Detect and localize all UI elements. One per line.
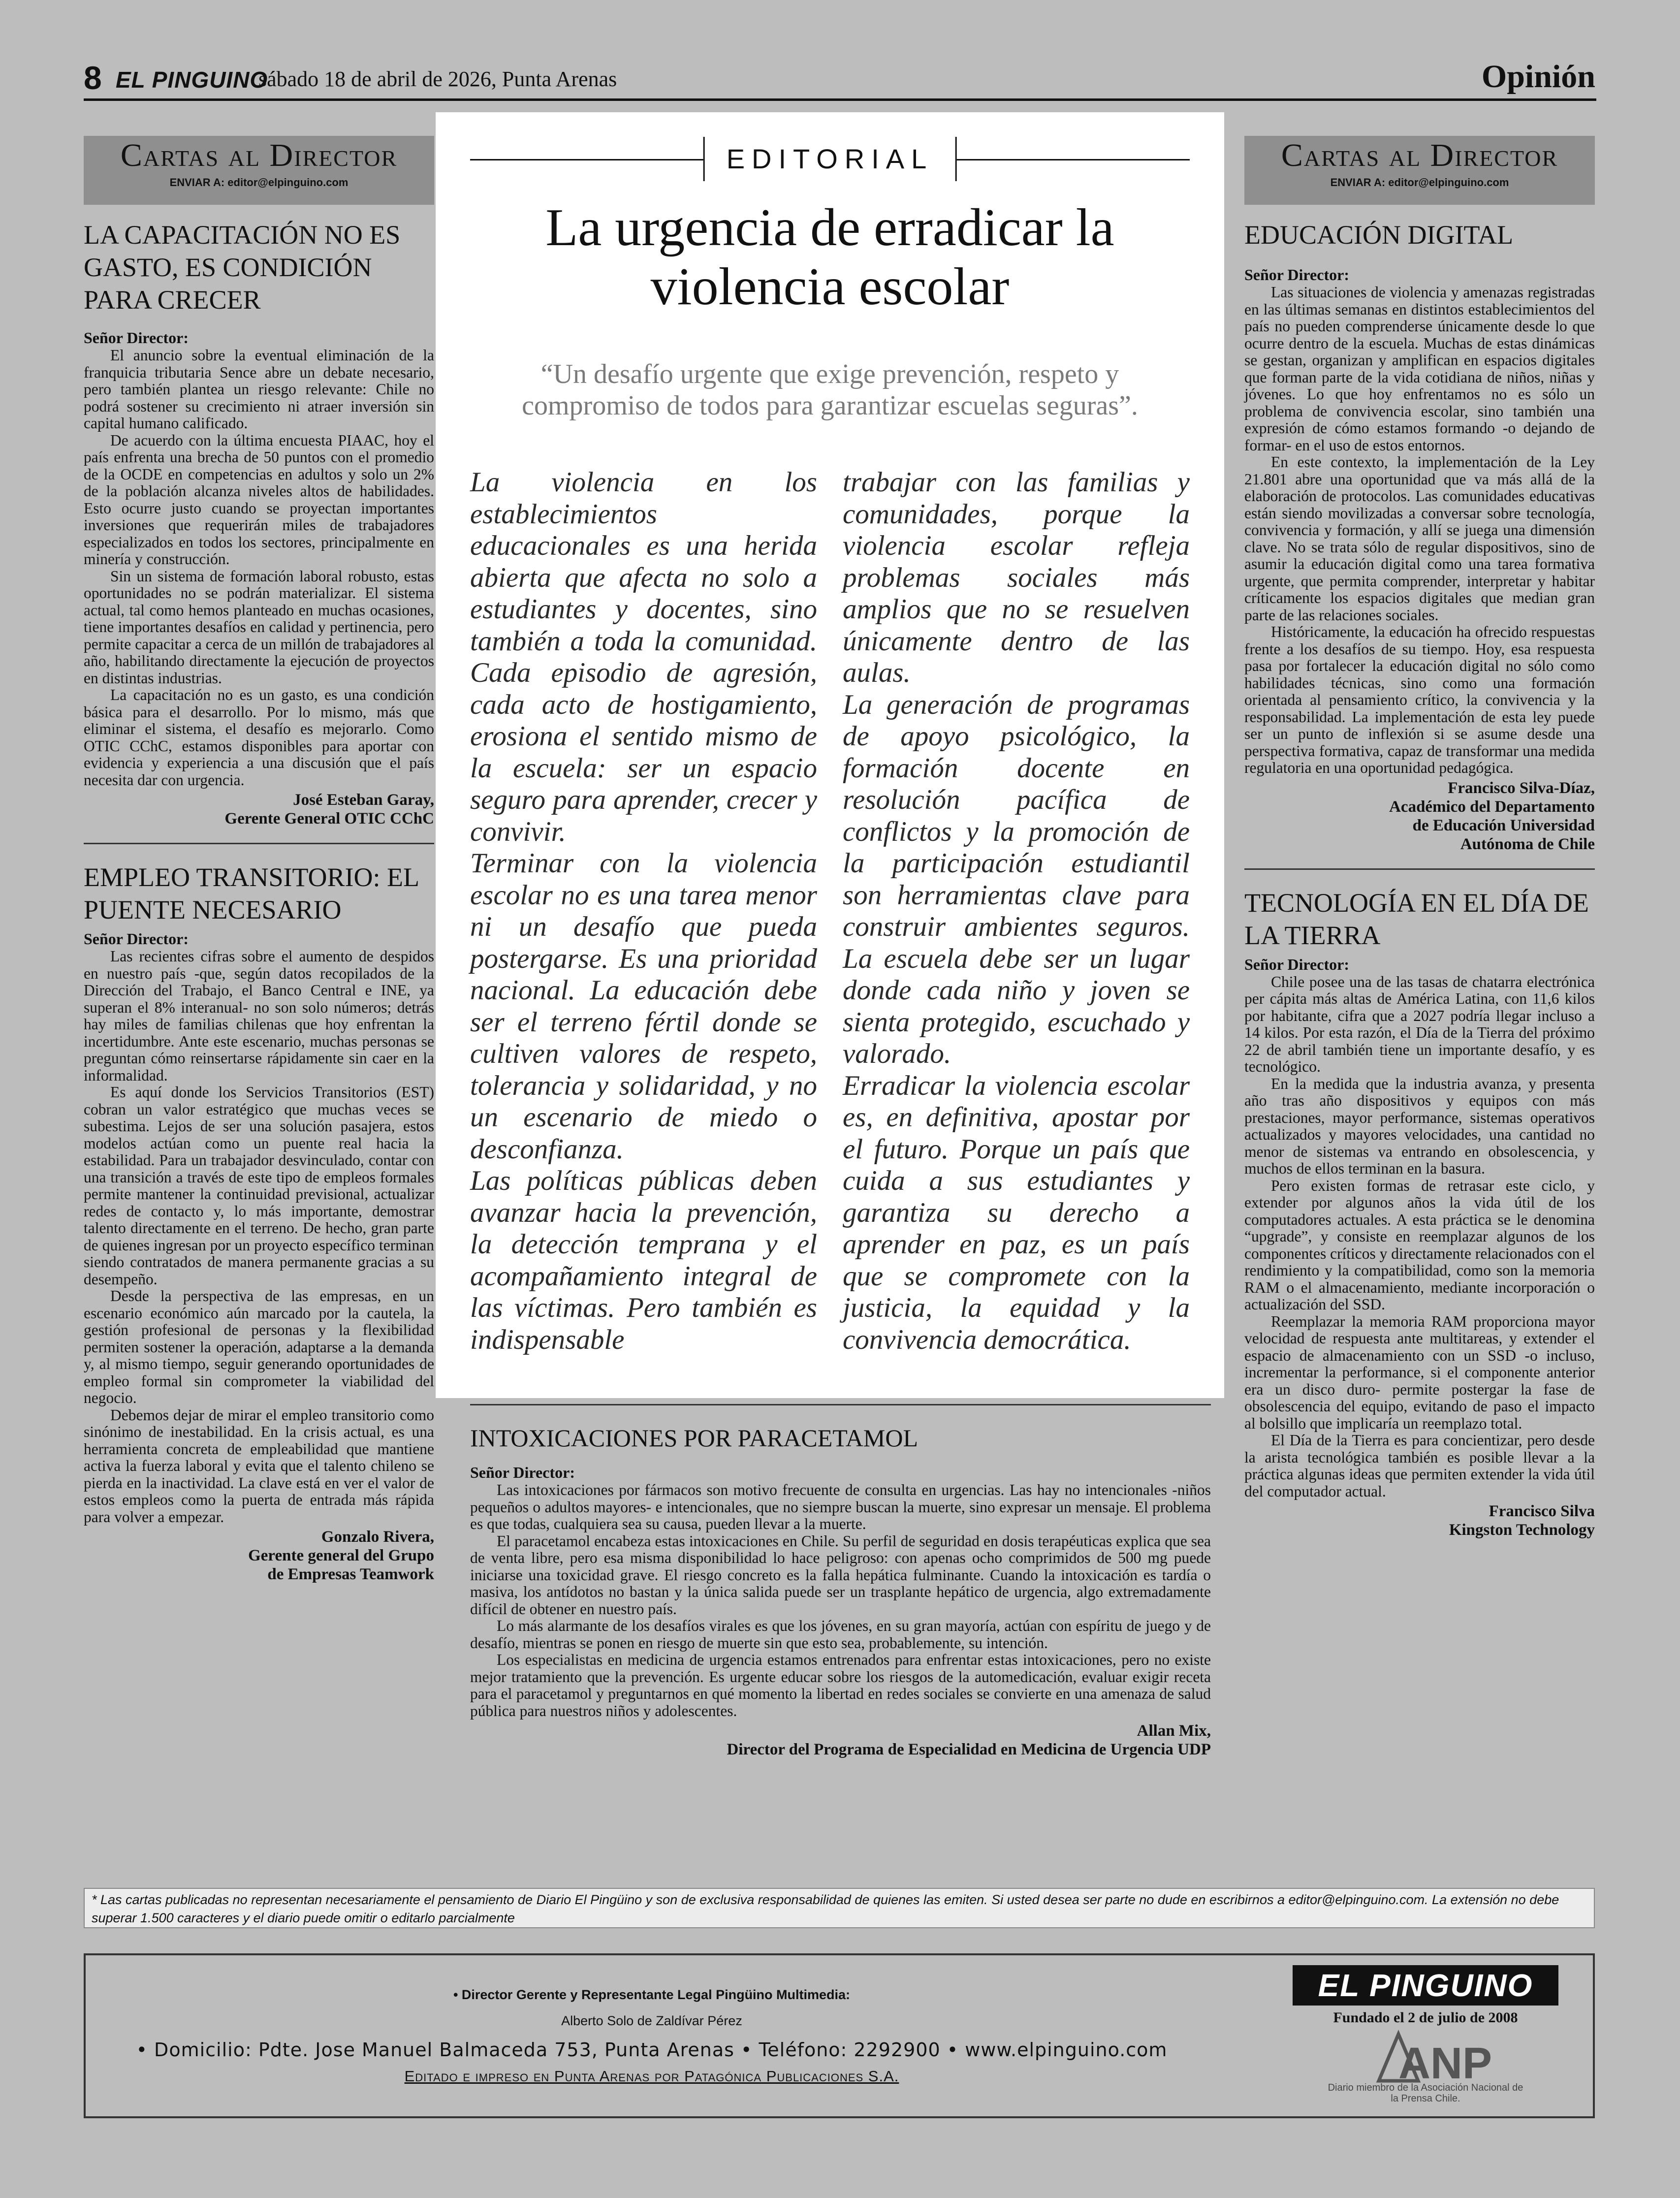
salutation: Señor Director: (84, 930, 189, 948)
anp-mark: ANP (1398, 2039, 1492, 2088)
signature: Francisco Silva-Díaz, Académico del Departamento de Educación Universidad Autónoma de Chile (1389, 779, 1595, 853)
letter-capacitacion (84, 219, 434, 828)
cartas-title: Cartas al Director (1281, 137, 1558, 173)
editorial-label: EDITORIAL (703, 137, 957, 181)
signature: Allan Mix, Director del Programa de Especialidad en Medicina de Urgencia UDP (727, 1722, 1211, 1758)
paragraph: Desde la perspectiva de las empresas, en un escenario económico aún marcado por la cautela, la gestión profesional de personas y la flexibilidad permiten sostener la operación, adaptarse a la demanda y, al mismo tiempo, seguir generando oportunidades de empleo formal sin comprometer la viabilidad del negocio. (84, 1287, 434, 1406)
paragraph: La violencia en los establecimientos educacionales es una herida abierta que afecta no solo a estudiantes y docentes, sino también a toda la comunidad. Cada episodio de agresión, cada acto de hostigamiento, erosiona el sentido mismo de la escuela: ser un espacio seguro para aprender, crecer y convivir. (470, 467, 817, 847)
el-pinguino-logo: EL PINGUINO (1293, 1965, 1558, 2006)
paragraph: Erradicar la violencia escolar es, en definitiva, apostar por el futuro. Porque un país que cuida a sus estudiantes y garantiza su derecho a aprender en paz, es un país que se compromete con la justicia, la equidad y la convivencia democrática. (843, 1070, 1190, 1355)
paragraph: Es aquí donde los Servicios Transitorios (EST) cobran un valor estratégico que muchas veces se subestima. Lejos de ser una solución pasajera, estos modelos actúan como un puente real hacia la estabilidad. Para un trabajador desvinculado, contar con una transición a través de este tipo de empleos formales permite mantener la continuidad previsional, actualizar redes de contacto y, lo más importante, demostrar talento directamente en el terreno. De hecho, gran parte de quienes ingresan por un proyecto específico terminan siendo contratados de manera permanente gracias a su desempeño. (84, 1083, 434, 1288)
editorial-title-text: La urgencia de erradicar la violencia escolar (545, 198, 1114, 316)
letter-body (1244, 974, 1595, 1500)
cartas-header-left (84, 136, 434, 205)
letter-title: EDUCACIÓN DIGITAL (1244, 220, 1514, 250)
anp-caption: Diario miembro de la Asociación Nacional de la Prensa Chile. (1328, 2082, 1523, 2104)
letter-body (84, 347, 434, 789)
right-column (1244, 129, 1595, 1539)
left-column (84, 129, 434, 1584)
printed-by: Editado e impreso en Punta Arenas por Patagónica Publicaciones S.A. (404, 2068, 899, 2085)
center-lower (470, 1404, 1211, 1759)
paragraph: En este contexto, la implementación de la Ley 21.801 abre una oportunidad que va más allá de la elaboración de protocolos. Las comunidades educativas están siendo movilizadas a conversar sobre tecnología, convivencia y formación, y allí se juega una dimensión clave. No se trata sólo de regular dispositivos, sino de asumir la educación digital como una tarea formativa urgente, que permita comprender, interpretar y habitar críticamente los espacios digitales que median gran parte de las relaciones sociales. (1244, 453, 1595, 624)
signature: José Esteban Garay, Gerente General OTIC CChC (224, 791, 434, 828)
paragraph: El paracetamol encabeza estas intoxicaciones en Chile. Su perfil de seguridad en dosis terapéuticas explica que sea de venta libre, pero esa misma disponibilidad lo hace peligroso: con apenas ocho comprimidos de 500 mg puede iniciarse una toxicidad grave. El riesgo concreto es la falla hepática fulminante. Cuando la intoxicación es tardía o masiva, los antídotos no bastan y la única salida puede ser un trasplante hepático de urgencia, algo extremadamente difícil de obtener en nuestro país. (470, 1532, 1211, 1618)
paragraph: Las recientes cifras sobre el aumento de despidos en nuestro país -que, según datos recopilados de la Dirección del Trabajo, el Banco Central e INE, ya superan el 8% interanual- no son solo números; detrás hay miles de familias chilenas que hoy enfrentan la incertidumbre. Ante este escenario, muchas personas se preguntan cómo reinsertarse rápidamente sin caer en la informalidad. (84, 948, 434, 1084)
paragraph: Chile posee una de las tasas de chatarra electrónica per cápita más altas de América Latina, con 11,6 kilos por habitante, cifra que a 2027 podría llegar incluso a 14 kilos. Por esta razón, el Día de la Tierra del próximo 22 de abril también tiene un importante desafío, y es tecnológico. (1244, 973, 1595, 1075)
address-line: • Domicilio: Pdte. Jose Manuel Balmaceda 753, Punta Arenas • Teléfono: 2292900 • www.elpinguino.com (136, 2039, 1168, 2061)
salutation: Señor Director: (1244, 955, 1349, 973)
disclaimer: * Las cartas publicadas no representan necesariamente el pensamiento de Diario El Pingüino y son de exclusiva responsabilidad de quienes las emiten. Si usted desea ser parte no dude en escribirnos a editor@elpinguino.com. La extensión no debe superar 1.500 caracteres y el diario puede omitir o editarlo parcialmente (84, 1888, 1595, 1928)
divider (1244, 868, 1595, 870)
letter-educacion (1244, 219, 1595, 854)
letter-title: TECNOLOGÍA EN EL DÍA DE LA TIERRA (1244, 888, 1589, 950)
salutation: Señor Director: (84, 329, 189, 347)
paragraph: En la medida que la industria avanza, y presenta año tras año dispositivos y equipos con más prestaciones, mayor performance, sistemas operativos actualizados y mayores velocidades, una cantidad no menor de sistemas va entrando en obsolescencia, y muchos de ellos terminan en la basura. (1244, 1075, 1595, 1177)
divider (470, 1404, 1211, 1405)
letter-title: INTOXICACIONES POR PARACETAMOL (470, 1424, 918, 1452)
paragraph: El Día de la Tierra es para concientizar, pero desde la arista tecnológica también es posible llevar a la práctica algunas ideas que permiten extender la vida útil del computador actual. (1244, 1432, 1595, 1500)
signature: Gonzalo Rivera, Gerente general del Grupo de Empresas Teamwork (248, 1528, 434, 1583)
cartas-header-right (1244, 136, 1595, 205)
paragraph: Las intoxicaciones por fármacos son motivo frecuente de consulta en urgencias. Las hay no intencionales -niños pequeños o adultos mayores- e intencionales, que no siempre buscan la muerte, sino expresar un mensaje. El problema es que todas, cualquiera sea su causa, pueden llevar a la muerte. (470, 1481, 1211, 1532)
editorial-column-1 (470, 467, 817, 1356)
paragraph: La generación de programas de apoyo psicológico, la formación docente en resolución pacífica de conflictos y la promoción de la participación estudiantil son herramientas clave para construir ambientes seguros. La escuela debe ser un lugar donde cada niño y joven se sienta protegido, escuchado y valorado. (843, 689, 1190, 1069)
cartas-title: Cartas al Director (120, 137, 398, 173)
masthead-brand: EL PINGUINO (116, 67, 268, 93)
salutation: Señor Director: (1244, 266, 1349, 284)
editorial-columns (470, 467, 1190, 1356)
paragraph: trabajar con las familias y comunidades, porque la violencia escolar refleja problemas sociales más amplios que no se resuelven únicamente dentro de las aulas. (843, 467, 1190, 688)
paragraph: Terminar con la violencia escolar no es una tarea menor ni un desafío que pueda postergarse. Es una prioridad nacional. La educación debe ser el terreno fértil donde se cultiven valores de respeto, tolerancia y solidaridad, y no un escenario de miedo o desconfianza. (470, 848, 817, 1165)
letter-body (470, 1482, 1211, 1720)
salutation: Señor Director: (470, 1464, 575, 1481)
director-label: • Director Gerente y Representante Legal Pingüino Multimedia: (453, 1987, 851, 2002)
letter-tecnologia (1244, 887, 1595, 1540)
page-number: 8 (84, 60, 102, 96)
letter-body (1244, 284, 1595, 777)
paragraph: Las situaciones de violencia y amenazas registradas en las últimas semanas en distintos establecimientos del país no pueden comprenderse únicamente desde lo que ocurre dentro de la escuela. Muchas de estas dinámicas se gestan, organizan y amplifican en espacios digitales que forman parte de la vida cotidiana de niños, niñas y jóvenes. Lo que hoy enfrentamos no es sólo un problema de convivencia escolar, sino también una expresión de cómo estamos formando -o dejando de formar- en el uso de estos entornos. (1244, 284, 1595, 454)
divider (84, 843, 434, 844)
letter-title: EMPLEO TRANSITORIO: EL PUENTE NECESARIO (84, 862, 419, 924)
letter-empleo (84, 861, 434, 1584)
editorial-quote: “Un desafío urgente que exige prevención, respeto y compromiso de todos para garantizar escuelas seguras”. (522, 359, 1138, 421)
cartas-email: ENVIAR A: editor@elpinguino.com (169, 176, 349, 189)
cartas-email: ENVIAR A: editor@elpinguino.com (1330, 176, 1509, 189)
imprint-box (84, 1953, 1595, 2118)
anp-logo-icon (1376, 2029, 1492, 2088)
letter-body (84, 948, 434, 1526)
paragraph: Sin un sistema de formación laboral robusto, estas oportunidades no se podrán materializar. El sistema actual, tal como hemos planteado en muchas ocasiones, tiene importantes desafíos en calidad y pertinencia, pero permite capacitar a cerca de un millón de trabajadores al año, habilitando directamente la ejecución de proyectos en distintas industrias. (84, 567, 434, 687)
dateline: sábado 18 de abril de 2026, Punta Arenas (258, 67, 617, 91)
editorial-box (436, 112, 1224, 1398)
signature: Francisco Silva Kingston Technology (1449, 1502, 1595, 1539)
editorial-column-2 (843, 467, 1190, 1356)
letter-title: LA CAPACITACIÓN NO ES GASTO, ES CONDICIÓN PARA CRECER (84, 220, 401, 315)
paragraph: La capacitación no es un gasto, es una condición básica para el desarrollo. Por lo mismo, más que eliminar el sistema, el desafío es mejorarlo. Como OTIC CChC, estamos disponibles para aportar con evidencia y experiencia a una discusión que el país necesita dar con urgencia. (84, 686, 434, 789)
editorial-title (436, 198, 1224, 317)
paragraph: Lo más alarmante de los desafíos virales es que los jóvenes, en su gran mayoría, actúan con espíritu de juego y de desafío, mientras se ponen en riesgo de muerte sin que esto sea, probablemente, su intención. (470, 1617, 1211, 1652)
paragraph: El anuncio sobre la eventual eliminación de la franquicia tributaria Sence abre un debate necesario, pero también plantea un riesgo relevante: Chile no podrá sostener su crecimiento ni atraer inversión sin capital humano calificado. (84, 347, 434, 432)
paragraph: Los especialistas en medicina de urgencia estamos entrenados para enfrentar estas intoxicaciones, pero no existe mejor tratamiento que la prevención. Es urgente educar sobre los riesgos de la automedicación, evaluar exigir receta para el paracetamol y preguntarnos en qué momento la libertad en redes sociales se convierte en una amenaza de salud pública para nuestros niños y adolescentes. (470, 1651, 1211, 1720)
header-rule (84, 98, 1596, 101)
director-name: Alberto Solo de Zaldívar Pérez (561, 2013, 742, 2028)
paragraph: De acuerdo con la última encuesta PIAAC, hoy el país enfrenta una brecha de 50 puntos con el promedio de la OCDE en competencias en adultos y solo un 2% de la población alcanza niveles altos de habilidades. Esto ocurre justo cuando se proyectan importantes inversiones que requerirán miles de trabajadores especializados en todos los sectores, principalmente en minería y construcción. (84, 431, 434, 568)
paragraph: Pero existen formas de retrasar este ciclo, y extender por algunos años la vida útil de los computadores actuales. A esta práctica se le denomina “upgrade”, y consiste en reemplazar algunos de los componentes críticos y directamente relacionados con el rendimiento y la compatibilidad, como son la memoria RAM o el almacenamiento, mediante incorporación o actualización del SSD. (1244, 1177, 1595, 1313)
paragraph: Las políticas públicas deben avanzar hacia la prevención, la detección temprana y el acompañamiento integral de las víctimas. Pero también es indispensable (470, 1165, 817, 1355)
paragraph: Debemos dejar de mirar el empleo transitorio como sinónimo de inestabilidad. En la crisis actual, es una herramienta concreta de empleabilidad que mantiene activa la fuerza laboral y evita que el talento chileno se pierda en la inactividad. La clave está en ver el valor de estos empleos como la puerta de entrada más rápida para volver a empezar. (84, 1406, 434, 1526)
paragraph: Reemplazar la memoria RAM proporciona mayor velocidad de respuesta ante multitareas, y extender el espacio de almacenamiento con un SSD -o incluso, incrementar la performance, si el componente anterior era un disco duro- permite postergar la fase de obsolescencia del equipo, evitando de paso el impacto al bolsillo que implicaría un reemplazo total. (1244, 1312, 1595, 1432)
paragraph: Históricamente, la educación ha ofrecido respuestas frente a los desafíos de su tiempo. Hoy, esa respuesta pasa por fortalecer la educación digital no sólo como habilidades técnicas, sino como una formación orientada al pensamiento crítico, la convivencia y la responsabilidad. La implementación de esta ley puede ser un punto de inflexión si se asume desde una perspectiva formativa, capaz de transformar una medida regulatoria en una oportunidad pedagógica. (1244, 623, 1595, 776)
section-title: Opinión (1481, 59, 1595, 95)
editorial-label-row (470, 137, 1190, 181)
founded-date: Fundado el 2 de julio de 2008 (1333, 2009, 1518, 2026)
